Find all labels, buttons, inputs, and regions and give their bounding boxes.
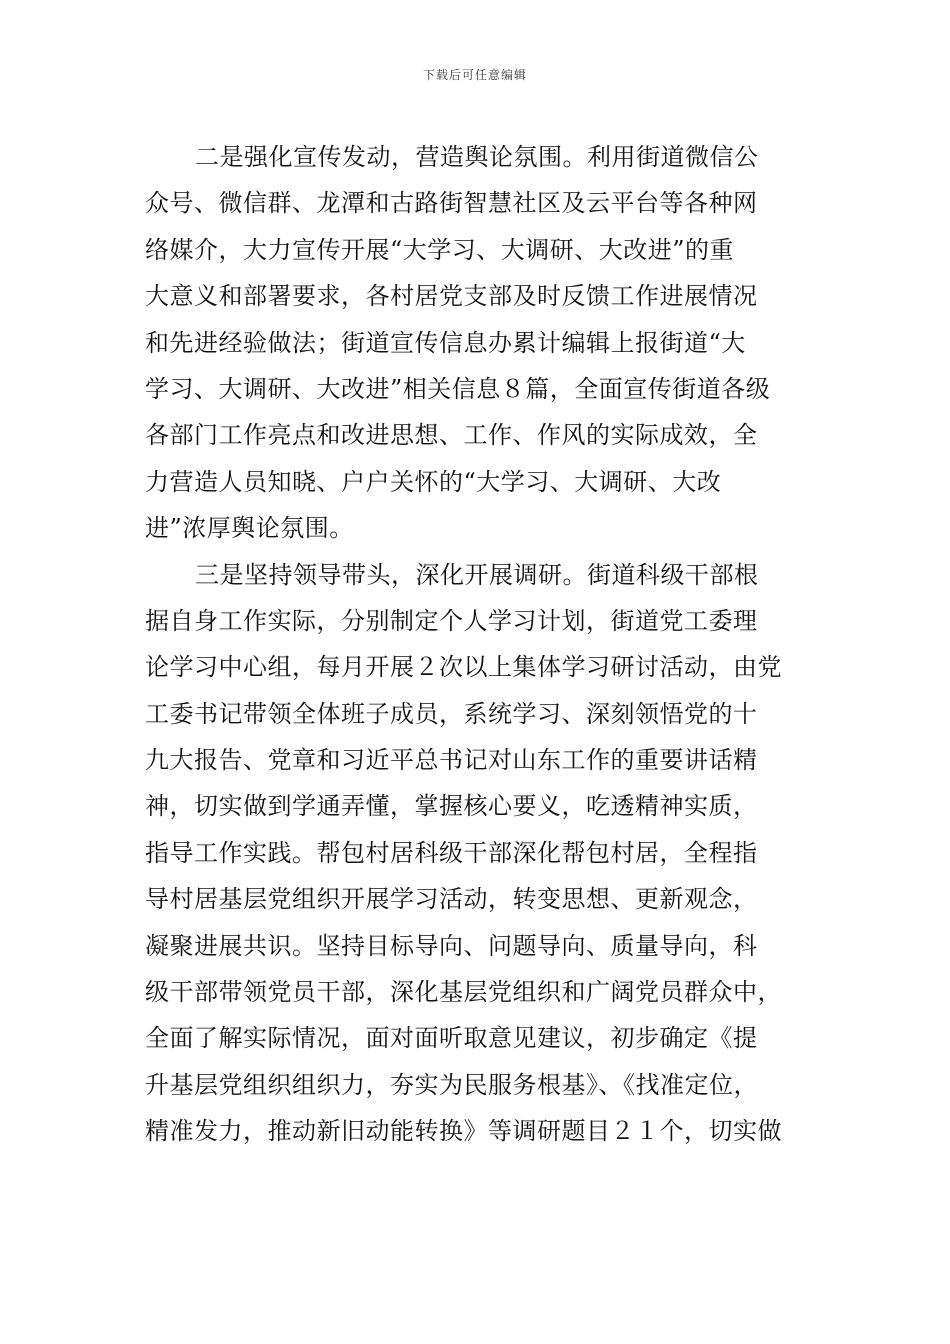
paragraph-line: 和先进经验做法；街道宣传信息办累计编辑上报街道“大 <box>145 328 746 357</box>
paragraph-line: 力营造人员知晓、户户关怀的“大学习、大调研、大改 <box>145 467 722 496</box>
paragraph-line: 九大报告、党章和习近平总书记对山东工作的重要讲话精 <box>145 746 758 775</box>
paragraph-line: 进”浓厚舆论氛围。 <box>145 514 354 543</box>
paragraph-line: 指导工作实践。帮包村居科级干部深化帮包村居，全程指 <box>145 838 758 867</box>
paragraph-line: 升基层党组织组织力，夯实为民服务根基》、《找准定位， <box>145 1070 758 1099</box>
paragraph-line: 大意义和部署要求，各村居党支部及时反馈工作进展情况 <box>145 282 758 311</box>
paragraph-line: 众号、微信群、龙潭和古路街智慧社区及云平台等各种网 <box>145 189 758 218</box>
paragraph-line: 全面了解实际情况，面对面听取意见建议，初步确定《提 <box>145 1024 758 1053</box>
paragraph-line: 二是强化宣传发动，营造舆论氛围。利用街道微信公 <box>195 143 759 171</box>
paragraph-line: 工委书记带领全体班子成员，系统学习、深刻领悟党的十 <box>145 699 758 728</box>
paragraph-line: 精准发力，推动新旧动能转换》等调研题目２１个，切实做 <box>145 1117 782 1146</box>
paragraph-line: 络媒介，大力宣传开展“大学习、大调研、大改进”的重 <box>145 235 735 264</box>
paragraph-line: 三是坚持领导带头，深化开展调研。街道科级干部根 <box>195 560 759 589</box>
paragraph-line: 凝聚进展共识。坚持目标导向、问题导向、质量导向，科 <box>145 931 758 960</box>
paragraph-line: 各部门工作亮点和改进思想、工作、作风的实际成效，全 <box>145 421 758 450</box>
header-note: 下载后可任意编辑 <box>422 68 527 82</box>
document-body <box>145 134 810 1155</box>
paragraph-line: 神，切实做到学通弄懂，掌握核心要义，吃透精神实质， <box>145 792 758 821</box>
paragraph-line: 导村居基层党组织开展学习活动，转变思想、更新观念， <box>145 885 758 914</box>
paragraph-line: 级干部带领党员干部，深化基层党组织和广阔党员群众中， <box>145 978 782 1007</box>
paragraph-line: 据自身工作实际，分别制定个人学习计划，街道党工委理 <box>145 606 758 635</box>
paragraph-line: 学习、大调研、大改进”相关信息８篇，全面宣传街道各级 <box>145 374 771 403</box>
paragraph-line: 论学习中心组，每月开展２次以上集体学习研讨活动，由党 <box>145 653 782 682</box>
